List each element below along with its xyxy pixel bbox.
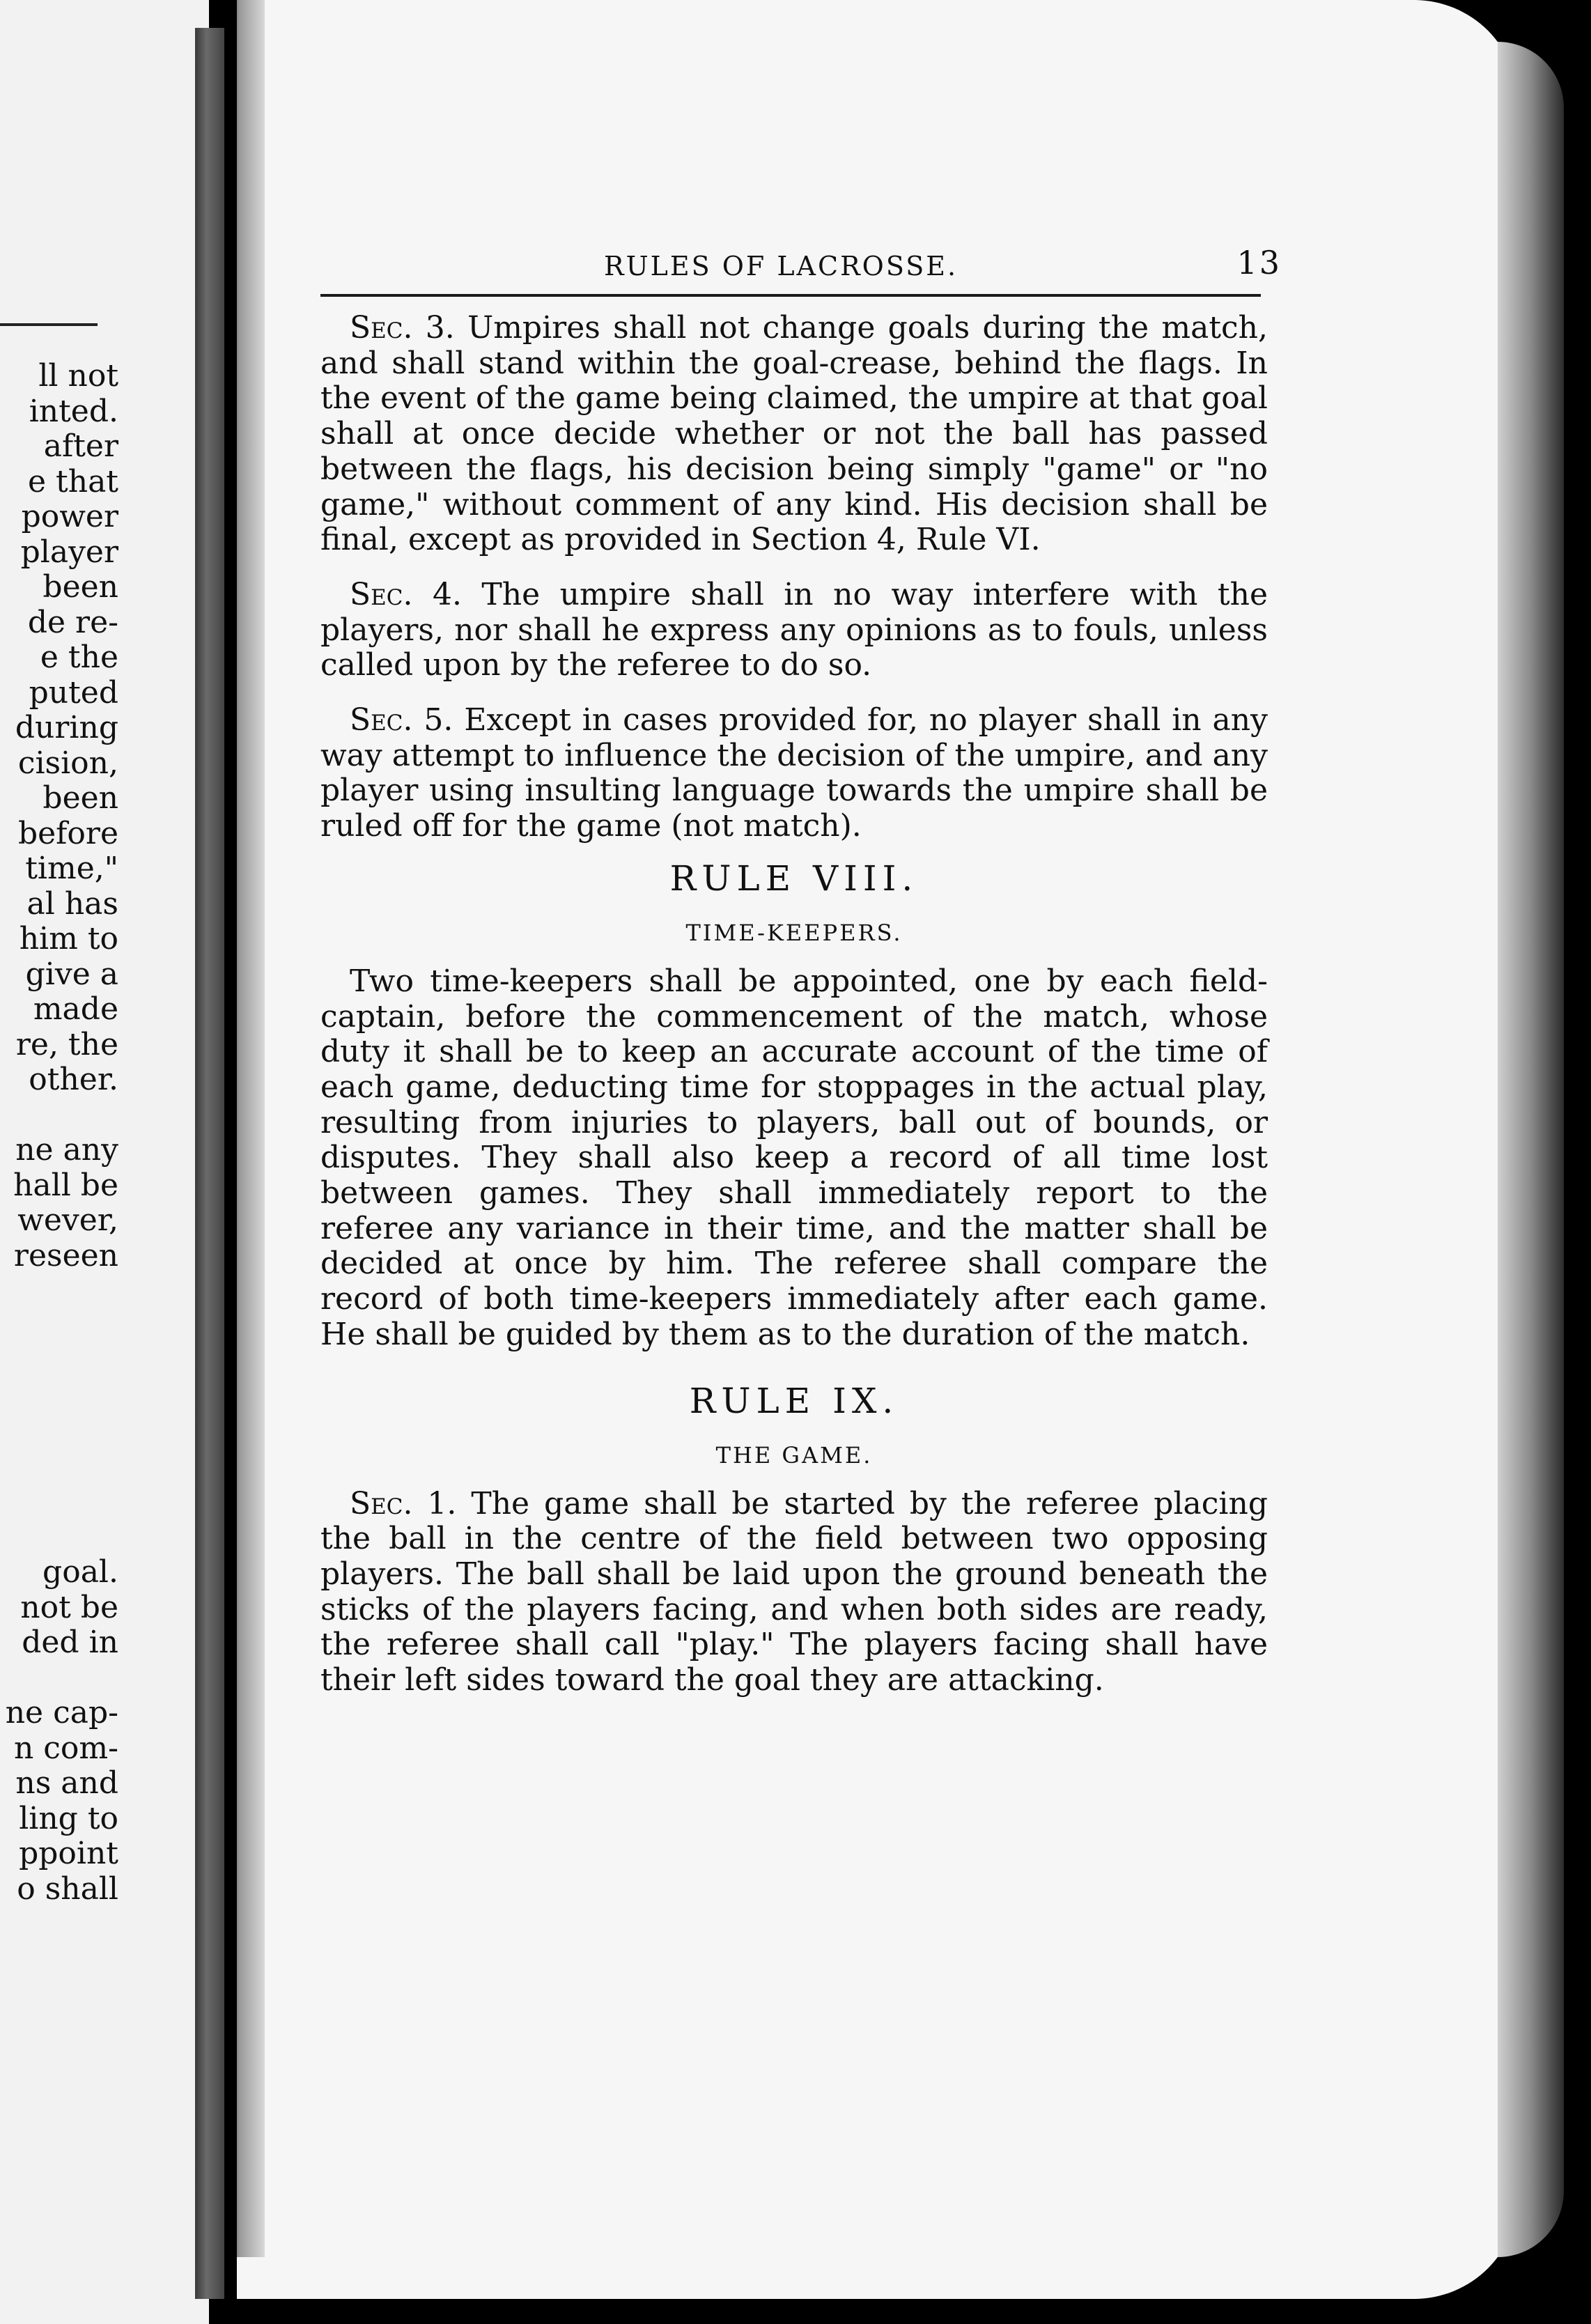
section-5-paragraph bbox=[320, 703, 1268, 844]
left-page-fragment: ling to bbox=[19, 1800, 118, 1836]
left-page-fragment: e the bbox=[40, 640, 118, 675]
section-3-paragraph bbox=[320, 311, 1268, 558]
section-5-label: Sec. 5. bbox=[350, 702, 453, 738]
left-page-fragment bbox=[0, 1273, 118, 1309]
left-page-fragment: ded in bbox=[22, 1625, 118, 1660]
left-page-fragment: give a bbox=[25, 956, 118, 992]
section-5-text: Except in cases provided for, no player shall in any way attempt to influence the decision of the umpire, and any player using insulting language towards the umpire shall be ruled off for the game (not match). bbox=[320, 702, 1268, 844]
left-page-fragment: e that bbox=[28, 463, 118, 499]
left-page-fragment: ppoint bbox=[19, 1836, 118, 1871]
left-page-fragment: hall be bbox=[13, 1167, 118, 1203]
left-page-fragment: time," bbox=[25, 851, 118, 886]
rule-9-section-1-text: The game shall be started by the referee placing the ball in the centre of the field between two opposing players. The ball shall be laid upon the ground beneath the sticks of the players facing, and when both sides are ready, the referee shall call "play." The players facing shall have their left sides toward the goal they are attacking. bbox=[320, 1485, 1268, 1698]
rule-9-section-1-label: Sec. 1. bbox=[350, 1485, 457, 1521]
running-head-title: RULES OF LACROSSE. bbox=[604, 251, 959, 281]
left-page-fragment: after bbox=[43, 428, 118, 464]
left-page-fragment: goal. bbox=[42, 1554, 118, 1590]
left-page-fragment bbox=[0, 1450, 118, 1485]
left-page-fragment: cision, bbox=[17, 745, 118, 781]
section-3-label: Sec. 3. bbox=[350, 310, 455, 346]
left-page-fragment: been bbox=[42, 569, 118, 605]
left-page-fragment bbox=[0, 1485, 118, 1520]
section-4-text: The umpire shall in no way interfere with the players, nor shall he express any opinions as to fouls, unless called upon by the referee to do so. bbox=[320, 576, 1268, 683]
left-page-fragment: ns and bbox=[15, 1765, 118, 1801]
page-number: 13 bbox=[1236, 244, 1282, 281]
left-page-fragment: player bbox=[20, 534, 118, 570]
left-page-fragment: him to bbox=[19, 921, 118, 956]
section-4-paragraph bbox=[320, 578, 1268, 683]
left-page-fragment: before bbox=[17, 815, 118, 851]
left-page-fragment: not be bbox=[20, 1589, 118, 1625]
left-page-fragment: other. bbox=[29, 1062, 118, 1097]
rule-8-paragraph: Two time-keepers shall be appointed, one by each field-captain, before the commencement of the match, whose duty it shall be to keep an accurate account of the time of each game, deducting time for stoppages in the actual play, resulting from injuries to players, ball out of bounds, or disputes. They shall also keep a record of all time lost between games. They shall immediately report to the referee any variance in their time, and the matter shall be decided at once by him. The referee shall compare the record of both time-keepers immediately after each game. He shall be guided by them as to the duration of the match. bbox=[320, 963, 1268, 1352]
left-page bbox=[0, 0, 209, 2324]
book-gutter bbox=[195, 28, 224, 2299]
left-page-fragment: de re- bbox=[27, 604, 118, 640]
left-page-fragment bbox=[0, 1414, 118, 1450]
left-page-fragment: re, the bbox=[15, 1026, 118, 1062]
left-page-fragment bbox=[0, 1520, 118, 1556]
left-page-fragment bbox=[0, 1379, 118, 1415]
left-page-fragment: ll not bbox=[38, 358, 118, 394]
left-page-fragment: been bbox=[42, 780, 118, 816]
left-page-fragment: inted. bbox=[29, 393, 118, 429]
left-page-fragment: power bbox=[21, 499, 118, 534]
left-page-header-rule bbox=[0, 323, 98, 326]
left-page-fragment: n com- bbox=[13, 1730, 118, 1766]
left-page-text-fragments bbox=[0, 359, 118, 1907]
left-page-fragment: puted bbox=[29, 674, 118, 711]
left-page-fragment bbox=[0, 1309, 118, 1345]
left-page-fragment: reseen bbox=[13, 1237, 118, 1273]
rule-9-subheading: THE GAME. bbox=[715, 1441, 873, 1469]
rule-8-subheading: TIME-KEEPERS. bbox=[685, 919, 903, 946]
left-page-fragment bbox=[0, 1098, 118, 1133]
header-rule bbox=[320, 294, 1261, 297]
page-content bbox=[320, 237, 1296, 1698]
left-page-fragment: wever, bbox=[17, 1202, 118, 1238]
left-page-fragment bbox=[0, 1344, 118, 1379]
left-page-fragment: ne any bbox=[15, 1132, 118, 1168]
rule-8-heading: RULE VIII. bbox=[669, 858, 919, 899]
rule-9-heading: RULE IX. bbox=[689, 1380, 899, 1421]
page-edge bbox=[1498, 42, 1564, 2257]
right-page bbox=[237, 0, 1519, 2299]
left-page-fragment: ne cap- bbox=[5, 1695, 118, 1730]
running-head bbox=[320, 237, 1296, 279]
section-4-label: Sec. 4. bbox=[350, 576, 462, 612]
left-page-fragment: during bbox=[15, 710, 118, 745]
section-3-text: Umpires shall not change goals during the match, and shall stand within the goal-crease, behind the flags. In the event of the game being claimed, the umpire at that goal shall at once decide whether or not the ball has passed between the flags, his decision being simply "game" or "no game," without comment of any kind. His decision shall be final, except as provided in Section 4, Rule VI. bbox=[320, 310, 1268, 558]
left-page-fragment: made bbox=[33, 991, 118, 1027]
left-page-fragment: o shall bbox=[17, 1870, 118, 1907]
left-page-fragment: al has bbox=[26, 885, 118, 922]
spine-shadow bbox=[237, 0, 265, 2257]
left-page-fragment bbox=[0, 1661, 118, 1696]
rule-9-section-1-paragraph bbox=[320, 1487, 1268, 1698]
